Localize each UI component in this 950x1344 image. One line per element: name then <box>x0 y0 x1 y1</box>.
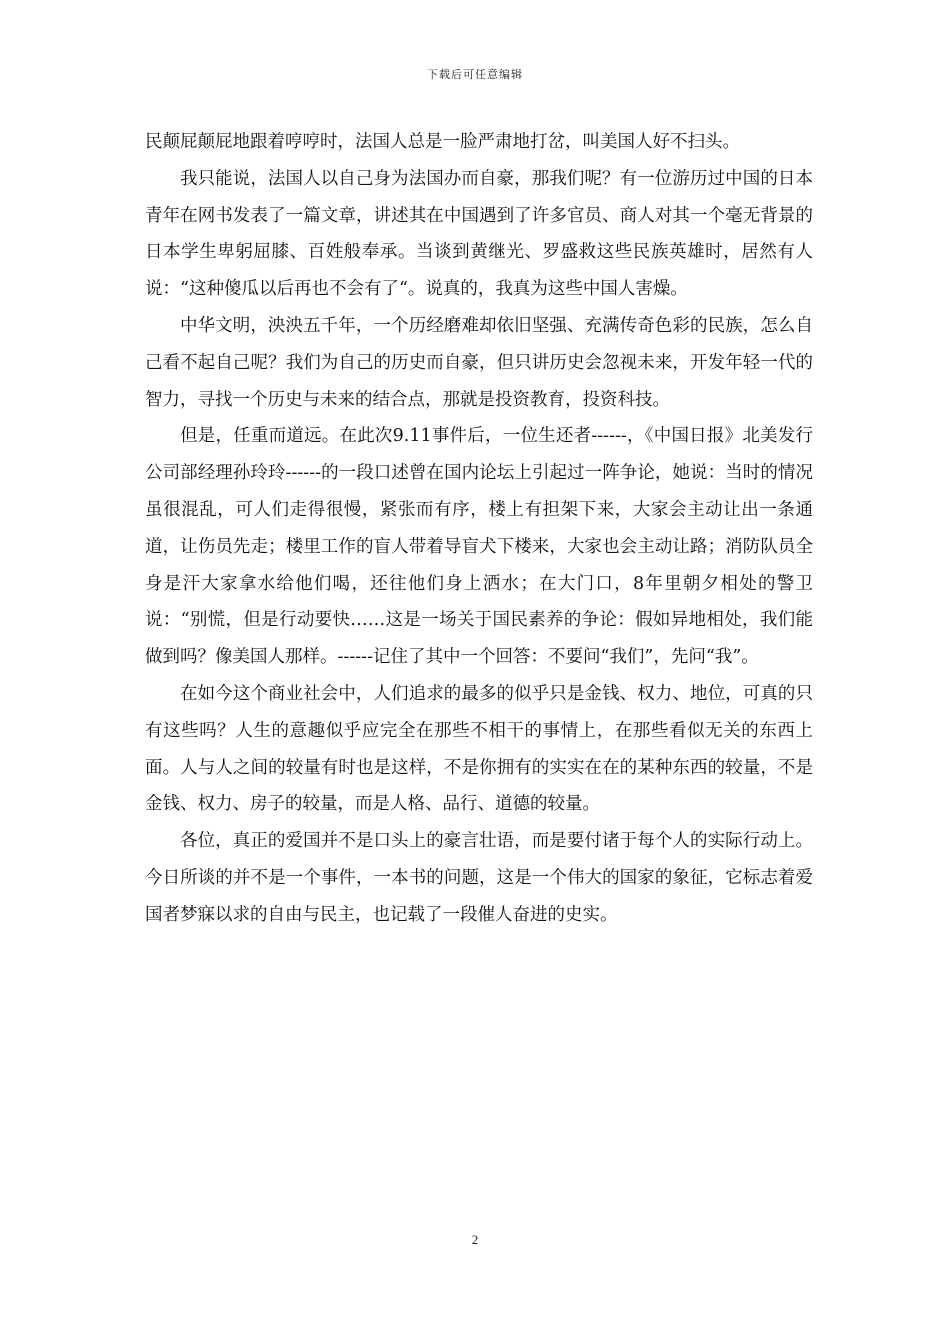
page-number: 2 <box>471 1232 479 1247</box>
paragraph: 各位，真正的爱国并不是口头上的豪言壮语，而是要付诸于每个人的实际行动上。今日所谈的并不是一个事件，一本书的问题，这是一个伟大的国家的象征，它标志着爱国者梦寐以求的自由与民主，也记载了一段催人奋进的史实。 <box>145 831 813 925</box>
paragraph: 在如今这个商业社会中，人们追求的最多的似乎只是金钱、权力、地位，可真的只有这些吗？人生的意趣似乎应完全在那些不相干的事情上，在那些看似无关的东西上面。人与人之间的较量有时也是这样，不是你拥有的实实在在的某种东西的较量，不是金钱、权力、房子的较量，而是人格、品行、道德的较量。 <box>145 683 813 815</box>
paragraph-continued: 民颠屁颠屁地跟着哼哼时，法国人总是一脸严肃地打岔，叫美国人好不扫头。 <box>145 132 740 152</box>
paragraph: 我只能说，法国人以自己身为法国办而自豪，那我们呢？有一位游历过中国的日本青年在网书发表了一篇文章，讲述其在中国遇到了许多官员、商人对其一个毫无背景的日本学生卑躬屈膝、百姓般奉承。当谈到黄继光、罗盛救这些民族英雄时，居然有人说：“这种傻瓜以后再也不会有了“。说真的，我真为这些中国人害燥。 <box>145 168 813 300</box>
paragraph: 中华文明，泱泱五千年，一个历经磨难却依旧坚强、充满传奇色彩的民族，怎么自己看不起自己呢？我们为自己的历史而自豪，但只讲历史会忽视未来，开发年轻一代的智力，寻找一个历史与未来的结合点，那就是投资教育，投资科技。 <box>145 315 813 410</box>
page-header: 下载后可任意编辑 <box>427 68 523 81</box>
paragraph: 但是，任重而道远。在此次9.11事件后，一位生还者------，《中国日报》北美发行公司部经理孙玲玲------的一段口述曾在国内论坛上引起过一阵争论，她说：当时的情况虽很混乱，可人们走得很慢，紧张而有序，楼上有担架下来，大家会主动让出一条通道，让伤员先走；楼里工作的盲人带着导盲犬下楼来，大家也会主动让路；消防队员全身是汗大家拿水给他们喝，还往他们身上洒水；在大门口，8年里朝夕相处的警卫说：“别慌，但是行动要快……这是一场关于国民素养的争论：假如异地相处，我们能做到吗？像美国人那样。------记住了其中一个回答：不要问“我们”，先问“我”。 <box>145 426 813 668</box>
body-text <box>145 124 813 934</box>
